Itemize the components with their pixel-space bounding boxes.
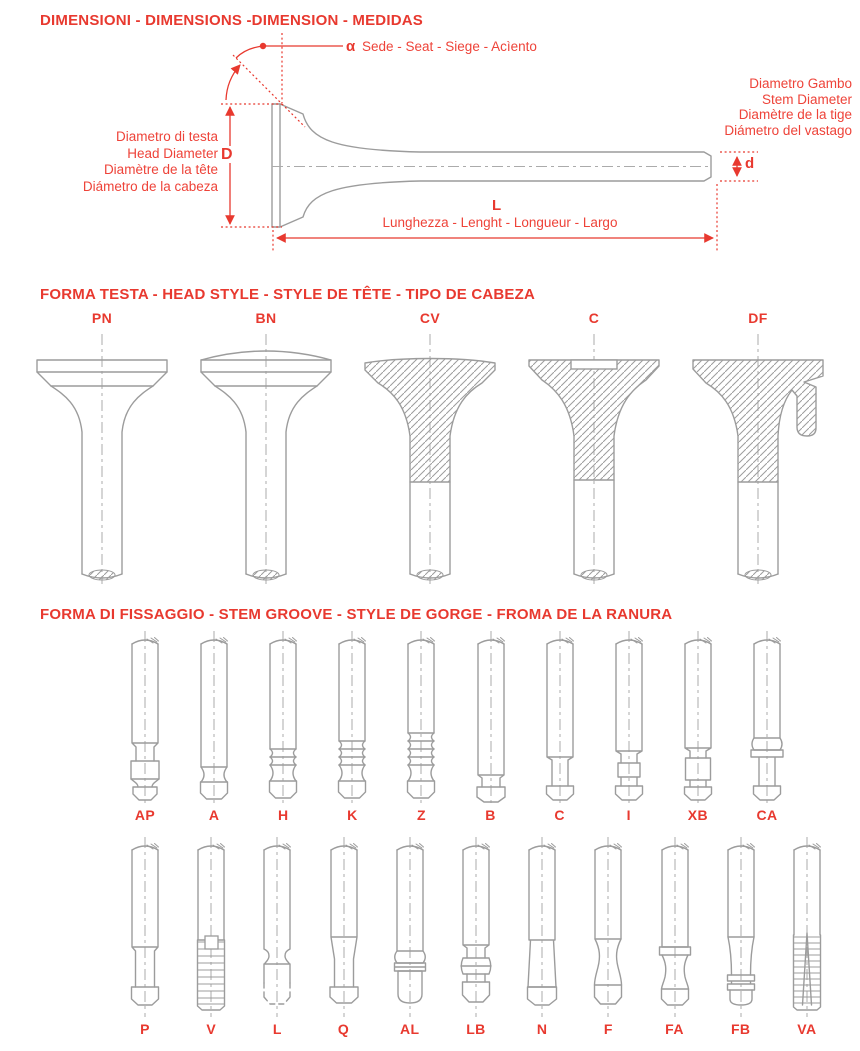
stem-diameter-label-en: Stem Diameter (761, 91, 852, 107)
stem-groove-column-lb (447, 837, 505, 1038)
stem-groove-column-ca (738, 631, 796, 824)
stem-groove-column-n (513, 837, 571, 1038)
stem-groove-drawing-a (185, 631, 243, 803)
head-style-column-cv (354, 309, 506, 588)
stem-groove-drawing-ca (738, 631, 796, 803)
head-style-code: DF (748, 310, 768, 326)
stem-groove-code: Q (337, 1021, 350, 1037)
stem-groove-code: CA (756, 807, 778, 823)
head-diameter-label-it: Diametro di testa (115, 129, 218, 144)
stem-groove-drawing-v (182, 837, 240, 1017)
stem-groove-column-q (315, 837, 373, 1038)
seat-angle-symbol: α (346, 38, 356, 55)
head-diameter-label-fr: Diamètre de la tête (103, 162, 218, 177)
stem-groove-column-v (182, 837, 240, 1038)
stem-groove-column-b (462, 631, 520, 824)
stem-groove-drawing-q (315, 837, 373, 1017)
head-diameter-label-es: Diámetro de la cabeza (82, 178, 218, 194)
stem-groove-drawing-lb (447, 837, 505, 1017)
dimensions-title: DIMENSIONI - DIMENSIONS -DIMENSION - MEDIDAS (40, 12, 423, 29)
stem-groove-column-l (248, 837, 306, 1038)
stem-groove-row-1 (0, 631, 860, 824)
stem-groove-drawing-h (254, 631, 312, 803)
stem-groove-column-k (323, 631, 381, 824)
stem-diameter-label-it: Diametro Gambo (749, 76, 852, 91)
head-style-column-bn (190, 309, 342, 588)
head-diameter-label-block (30, 129, 218, 195)
stem-groove-code: VA (797, 1021, 817, 1037)
head-style-title: FORMA TESTA - HEAD STYLE - STYLE DE TÊTE - TIPO DE CABEZA (40, 286, 536, 303)
stem-groove-code: AL (400, 1021, 420, 1037)
stem-groove-column-i (600, 631, 658, 824)
head-style-drawing-df (683, 330, 833, 588)
head-style-code: BN (255, 310, 277, 326)
stem-groove-column-al (381, 837, 439, 1038)
stem-groove-drawing-z (392, 631, 450, 803)
stem-groove-code: A (208, 807, 220, 823)
stem-groove-code: Z (416, 807, 426, 823)
stem-groove-column-z (392, 631, 450, 824)
stem-groove-code: FA (665, 1021, 684, 1037)
stem-groove-drawing-l (248, 837, 306, 1017)
stem-groove-code: L (272, 1021, 282, 1037)
stem-groove-code: N (536, 1021, 548, 1037)
head-style-drawing-bn (191, 330, 341, 588)
stem-groove-code: F (603, 1021, 613, 1037)
head-style-row (0, 309, 860, 588)
stem-groove-column-c (531, 631, 589, 824)
stem-groove-code: B (485, 807, 496, 823)
head-style-drawing-cv (355, 330, 505, 588)
length-label: Lunghezza - Lenght - Longueur - Largo (382, 215, 618, 230)
stem-groove-drawing-b (462, 631, 520, 803)
stem-groove-column-ap (116, 631, 174, 824)
seat-angle-label: Sede - Seat - Siege - Acìento (362, 39, 537, 54)
stem-groove-code: AP (134, 807, 156, 823)
head-style-drawing-pn (27, 330, 177, 588)
stem-groove-code: LB (466, 1021, 486, 1037)
stem-groove-drawing-va (778, 837, 836, 1017)
stem-groove-drawing-fa (646, 837, 704, 1017)
stem-groove-column-p (116, 837, 174, 1038)
stem-groove-column-f (579, 837, 637, 1038)
head-style-code: C (588, 310, 600, 326)
stem-groove-drawing-k (323, 631, 381, 803)
stem-groove-drawing-c (531, 631, 589, 803)
stem-groove-drawing-fb (712, 837, 770, 1017)
stem-groove-drawing-ap (116, 631, 174, 803)
stem-diameter-label-fr: Diamètre de la tige (738, 107, 852, 122)
head-diameter-label-en: Head Diameter (127, 145, 218, 161)
stem-groove-drawing-i (600, 631, 658, 803)
stem-groove-drawing-f (579, 837, 637, 1017)
stem-groove-code: P (140, 1021, 150, 1037)
stem-groove-row-2 (0, 837, 860, 1038)
head-style-column-df (682, 309, 834, 588)
head-style-drawing-c (519, 330, 669, 588)
stem-groove-drawing-xb (669, 631, 727, 803)
stem-groove-column-h (254, 631, 312, 824)
head-style-column-c (518, 309, 670, 588)
head-diameter-symbol: D (221, 146, 233, 163)
stem-groove-code: C (554, 807, 565, 823)
head-style-column-pn (26, 309, 178, 588)
stem-groove-column-fb (712, 837, 770, 1038)
stem-groove-title: FORMA DI FISSAGGIO - STEM GROOVE - STYLE DE GORGE - FROMA DE LA RANURA (40, 606, 673, 623)
length-symbol: L (492, 197, 502, 214)
stem-groove-drawing-n (513, 837, 571, 1017)
stem-groove-column-a (185, 631, 243, 824)
stem-groove-drawing-al (381, 837, 439, 1017)
stem-groove-code: XB (687, 807, 708, 823)
head-style-code: PN (91, 310, 113, 326)
stem-diameter-label-block (655, 76, 852, 138)
stem-groove-code: I (626, 807, 631, 823)
stem-diameter-label-es: Diámetro del vastago (724, 122, 852, 138)
stem-groove-column-fa (646, 837, 704, 1038)
stem-groove-code: H (277, 807, 289, 823)
stem-groove-column-va (778, 837, 836, 1038)
stem-groove-code: K (347, 807, 358, 823)
stem-groove-code: FB (730, 1021, 751, 1037)
stem-groove-code: V (206, 1021, 217, 1037)
stem-groove-column-xb (669, 631, 727, 824)
stem-groove-drawing-p (116, 837, 174, 1017)
stem-diameter-symbol: d (745, 155, 755, 172)
head-style-code: CV (419, 310, 441, 326)
